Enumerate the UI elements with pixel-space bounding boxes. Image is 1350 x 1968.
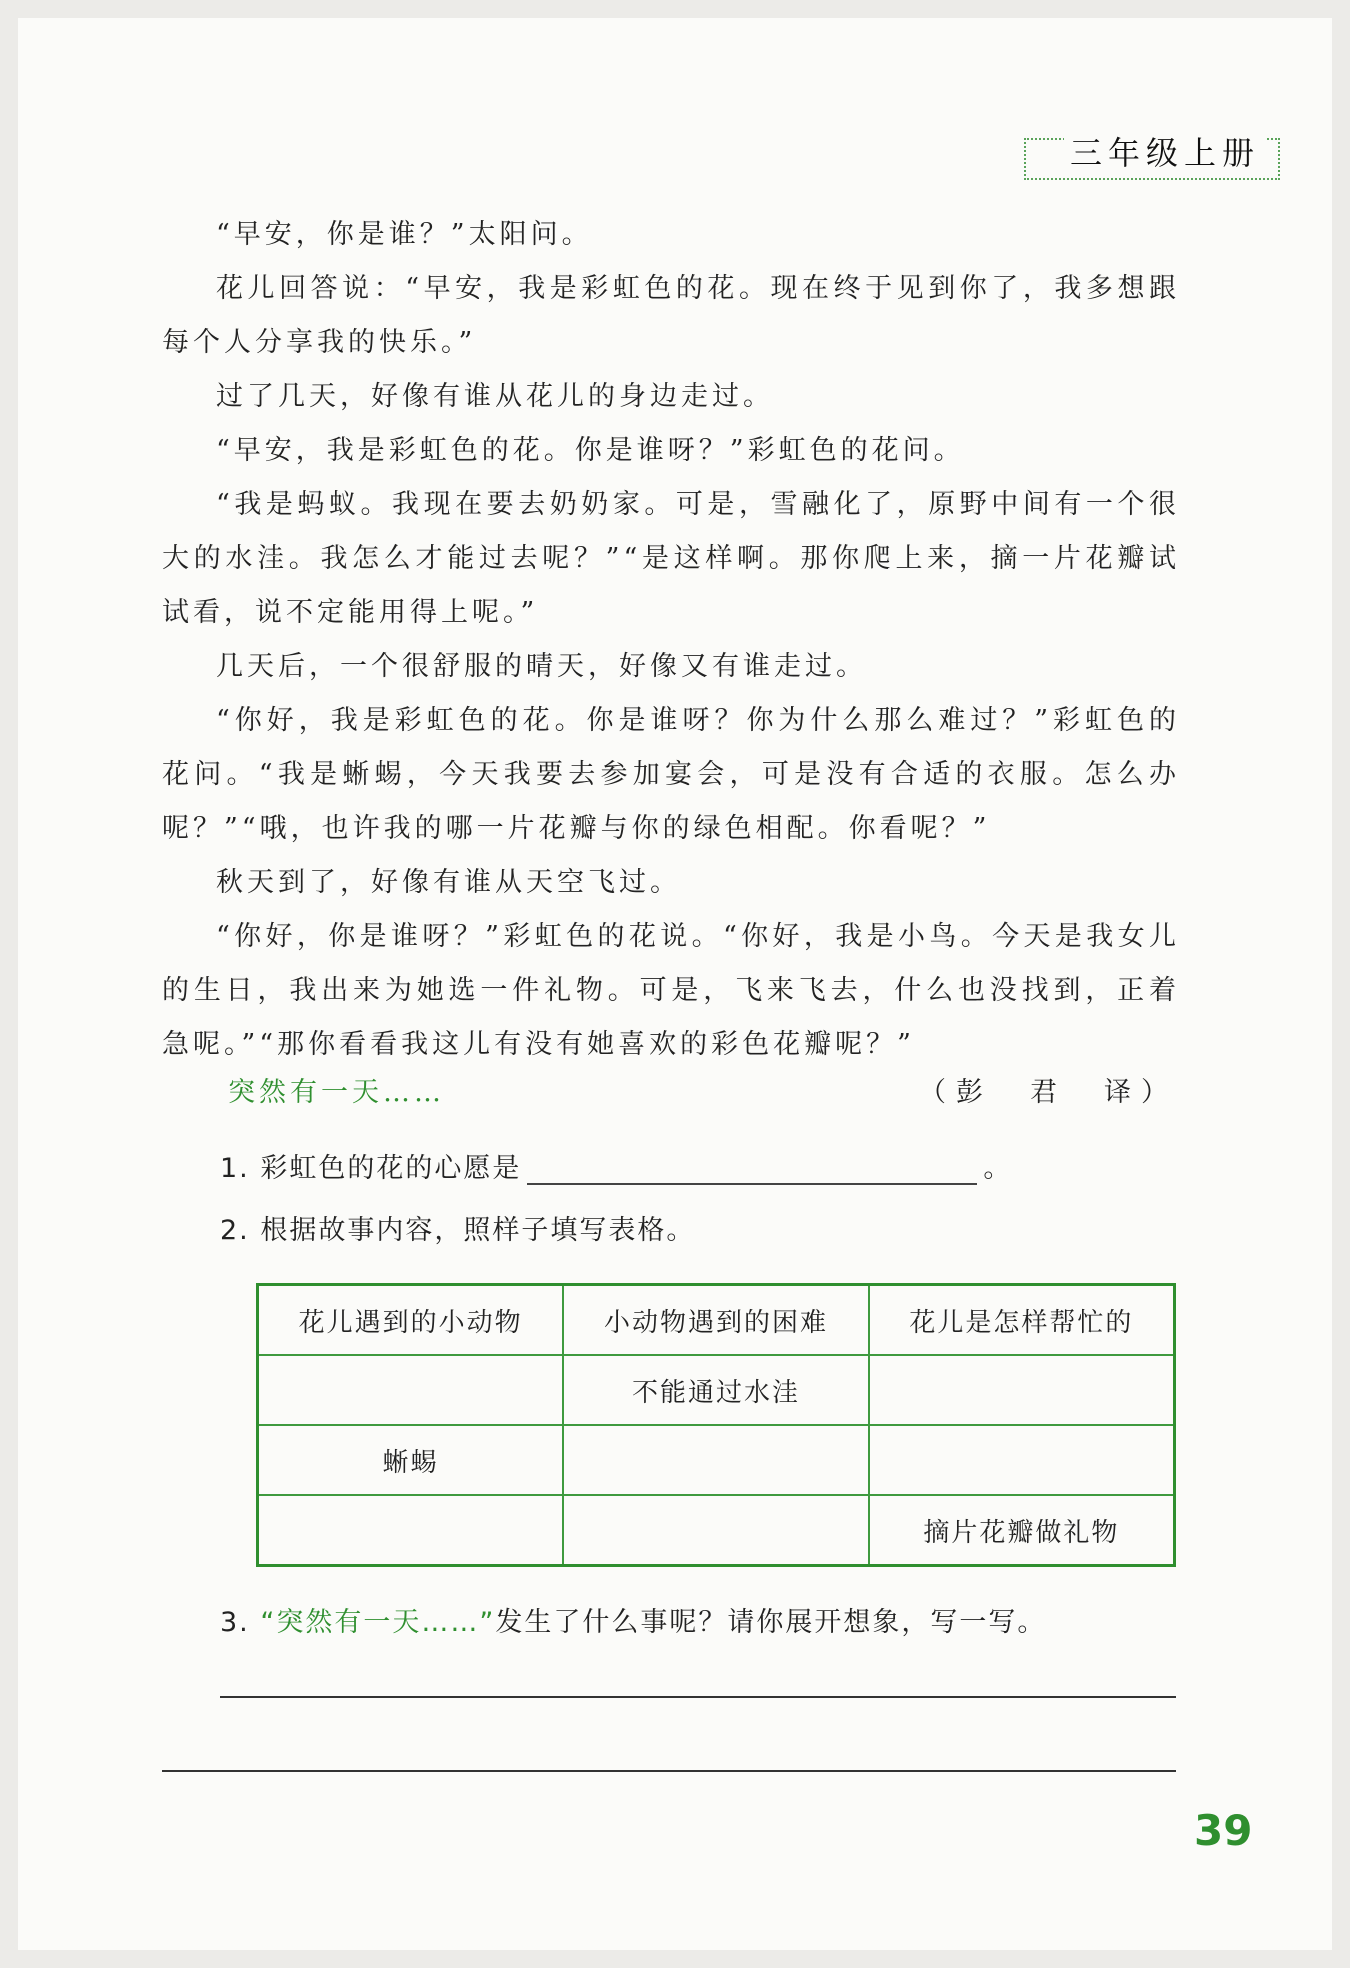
story-paragraph: 秋天到了，好像有谁从天空飞过。 [216, 867, 681, 898]
story-paragraph: “早安，我是彩虹色的花。你是谁呀？”彩虹色的花问。 [216, 435, 965, 466]
story-paragraph: 花儿回答说：“早安，我是彩虹色的花。现在终于见到你了，我多想跟每个人分享我的快乐。” [162, 273, 1180, 358]
story-ending: 突然有一天…… [228, 1077, 445, 1108]
table-cell[interactable] [869, 1355, 1175, 1425]
page-number: 39 [1194, 1806, 1253, 1855]
table-cell[interactable] [258, 1355, 564, 1425]
table-row [258, 1425, 1175, 1495]
question-1-suffix: 。 [983, 1153, 1013, 1184]
question-3 [220, 1600, 1046, 1639]
grade-label: 三年级上册 [1064, 128, 1266, 174]
answer-blank[interactable] [527, 1183, 977, 1185]
table-row [258, 1355, 1175, 1425]
question-3-text: 发生了什么事呢？请你展开想象，写一写。 [495, 1607, 1047, 1638]
translator-credit: （彭 君 译） [919, 1077, 1178, 1108]
story-paragraph: “早安，你是谁？”太阳问。 [216, 219, 593, 250]
story-paragraph: “你好，你是谁呀？”彩虹色的花说。“你好，我是小鸟。今天是我女儿的生日，我出来为她选一件礼物。可是，飞来飞去，什么也没找到，正着急呢。”“那你看看我这儿有没有她喜欢的彩色花瓣呢？” [162, 921, 1180, 1060]
table-header-row [258, 1285, 1175, 1356]
story-text [162, 208, 1180, 1072]
table-cell: 不能通过水洼 [563, 1355, 869, 1425]
story-paragraph: “你好，我是彩虹色的花。你是谁呀？你为什么那么难过？”彩虹色的花问。“我是蜥蜴，今天我要去参加宴会，可是没有合适的衣服。怎么办呢？”“哦，也许我的哪一片花瓣与你的绿色相配。你看呢？” [162, 705, 1180, 844]
story-paragraph: 过了几天，好像有谁从花儿的身边走过。 [216, 381, 774, 412]
table-header-cell: 花儿是怎样帮忙的 [869, 1285, 1175, 1356]
question-1-text: 1. 彩虹色的花的心愿是 [220, 1153, 522, 1184]
table-cell[interactable] [563, 1425, 869, 1495]
writing-line[interactable] [162, 1770, 1176, 1772]
question-3-number: 3. [220, 1607, 261, 1638]
table-row [258, 1495, 1175, 1566]
question-3-quote: “突然有一天……” [260, 1607, 496, 1638]
table-cell: 摘片花瓣做礼物 [869, 1495, 1175, 1566]
table-cell: 蜥蜴 [258, 1425, 564, 1495]
table-header-cell: 小动物遇到的困难 [563, 1285, 869, 1356]
story-paragraph: 几天后，一个很舒服的晴天，好像又有谁走过。 [216, 651, 867, 682]
textbook-page [18, 18, 1332, 1950]
writing-line[interactable] [220, 1696, 1176, 1698]
story-paragraph: “我是蚂蚁。我现在要去奶奶家。可是，雪融化了，原野中间有一个很大的水洼。我怎么才能过去呢？”“是这样啊。那你爬上来，摘一片花瓣试试看，说不定能用得上呢。” [162, 489, 1180, 628]
table-cell[interactable] [869, 1425, 1175, 1495]
question-1 [220, 1146, 1012, 1185]
answer-table [256, 1283, 1176, 1567]
question-2: 2. 根据故事内容，照样子填写表格。 [220, 1215, 696, 1246]
table-cell[interactable] [258, 1495, 564, 1566]
story-ending-line [228, 1066, 1178, 1120]
table-header-cell: 花儿遇到的小动物 [258, 1285, 564, 1356]
table-cell[interactable] [563, 1495, 869, 1566]
